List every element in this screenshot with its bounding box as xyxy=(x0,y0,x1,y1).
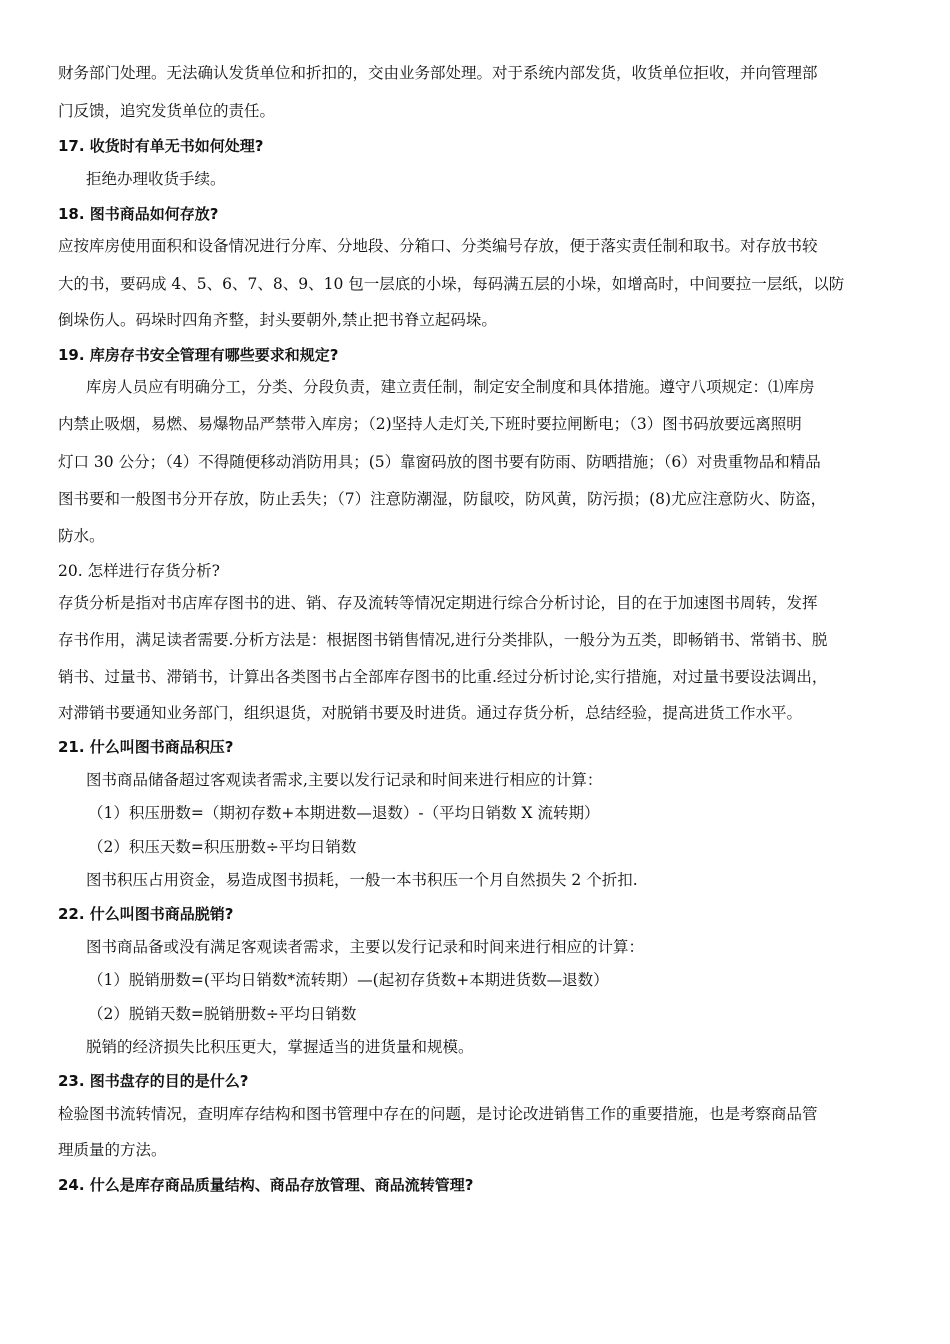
answer-22-line-2: 脱销的经济损失比积压更大，掌握适当的进货量和规模。 xyxy=(86,1038,474,1056)
answer-19-line-5: 防水。 xyxy=(58,527,105,545)
question-20-heading: 20. 怎样进行存货分析? xyxy=(58,562,220,580)
question-23-heading: 23. 图书盘存的目的是什么? xyxy=(58,1072,249,1090)
question-22-heading: 22. 什么叫图书商品脱销? xyxy=(58,905,234,923)
answer-23-line-2: 理质量的方法。 xyxy=(58,1141,167,1159)
answer-18-line-2: 大的书，要码成 4、5、6、7、8、9、10 包一层底的小垛，每码满五层的小垛，如增高时，中间要拉一层纸，以防 xyxy=(58,275,845,293)
answer-22-formula-1: （1）脱销册数=(平均日销数*流转期）—(起初存货数+本期进货数—退数） xyxy=(88,971,609,989)
question-24-heading: 24. 什么是库存商品质量结构、商品存放管理、商品流转管理? xyxy=(58,1176,474,1194)
answer-21-formula-1: （1）积压册数=（期初存数+本期进数—退数）-（平均日销数 X 流转期） xyxy=(88,804,600,822)
answer-22-formula-2: （2）脱销天数=脱销册数÷平均日销数 xyxy=(88,1005,357,1023)
answer-18-line-1: 应按库房使用面积和设备情况进行分库、分地段、分箱口、分类编号存放，便于落实责任制和取书。对存放书较 xyxy=(58,237,818,255)
answer-20-line-4: 对滞销书要通知业务部门，组织退货，对脱销书要及时进货。通过存货分析，总结经验，提高进货工作水平。 xyxy=(58,704,803,722)
question-19-heading: 19. 库房存书安全管理有哪些要求和规定? xyxy=(58,346,339,364)
answer-20-line-1: 存货分析是指对书店库存图书的进、销、存及流转等情况定期进行综合分析讨论，目的在于加速图书周转，发挥 xyxy=(58,594,818,612)
question-17-heading: 17. 收货时有单无书如何处理? xyxy=(58,137,264,155)
answer-19-line-1: 库房人员应有明确分工，分类、分段负责，建立责任制，制定安全制度和具体措施。遵守八项规定：⑴库房 xyxy=(86,378,815,396)
answer-20-line-3: 销书、过量书、滞销书，计算出各类图书占全部库存图书的比重.经过分析讨论,实行措施，对过量书要设法调出， xyxy=(58,668,828,686)
answer-22-line-1: 图书商品备或没有满足客观读者需求，主要以发行记录和时间来进行相应的计算： xyxy=(86,938,645,956)
question-18-heading: 18. 图书商品如何存放? xyxy=(58,205,219,223)
paragraph-16-line-1: 财务部门处理。无法确认发货单位和折扣的，交由业务部处理。对于系统内部发货，收货单位拒收，并向管理部 xyxy=(58,64,818,82)
answer-19-line-3: 灯口 30 公分；（4）不得随便移动消防用具；(5）靠窗码放的图书要有防雨、防晒措施；（6）对贵重物品和精品 xyxy=(58,453,821,471)
question-21-heading: 21. 什么叫图书商品积压? xyxy=(58,738,234,756)
answer-23-line-1: 检验图书流转情况，查明库存结构和图书管理中存在的问题，是讨论改进销售工作的重要措施，也是考察商品管 xyxy=(58,1105,818,1123)
answer-21-line-2: 图书积压占用资金，易造成图书损耗，一般一本书积压一个月自然损失 2 个折扣. xyxy=(86,871,638,889)
answer-21-line-1: 图书商品储备超过客观读者需求,主要以发行记录和时间来进行相应的计算： xyxy=(86,771,603,789)
answer-21-formula-2: （2）积压天数=积压册数÷平均日销数 xyxy=(88,838,357,856)
paragraph-16-line-2: 门反馈，追究发货单位的责任。 xyxy=(58,102,276,120)
answer-19-line-4: 图书要和一般图书分开存放，防止丢失；（7）注意防潮湿，防鼠咬，防风黄，防污损；(8)尤应注意防火、防盗， xyxy=(58,490,827,508)
answer-17-text: 拒绝办理收货手续。 xyxy=(86,170,226,188)
answer-20-line-2: 存书作用，满足读者需要.分析方法是：根据图书销售情况,进行分类排队，一般分为五类，即畅销书、常销书、脱 xyxy=(58,631,828,649)
answer-18-line-3: 倒垛伤人。码垛时四角齐整，封头要朝外,禁止把书脊立起码垛。 xyxy=(58,311,497,329)
answer-19-line-2: 内禁止吸烟，易燃、易爆物品严禁带入库房；（2)坚持人走灯关,下班时要拉闸断电；（3）图书码放要远离照明 xyxy=(58,415,802,433)
